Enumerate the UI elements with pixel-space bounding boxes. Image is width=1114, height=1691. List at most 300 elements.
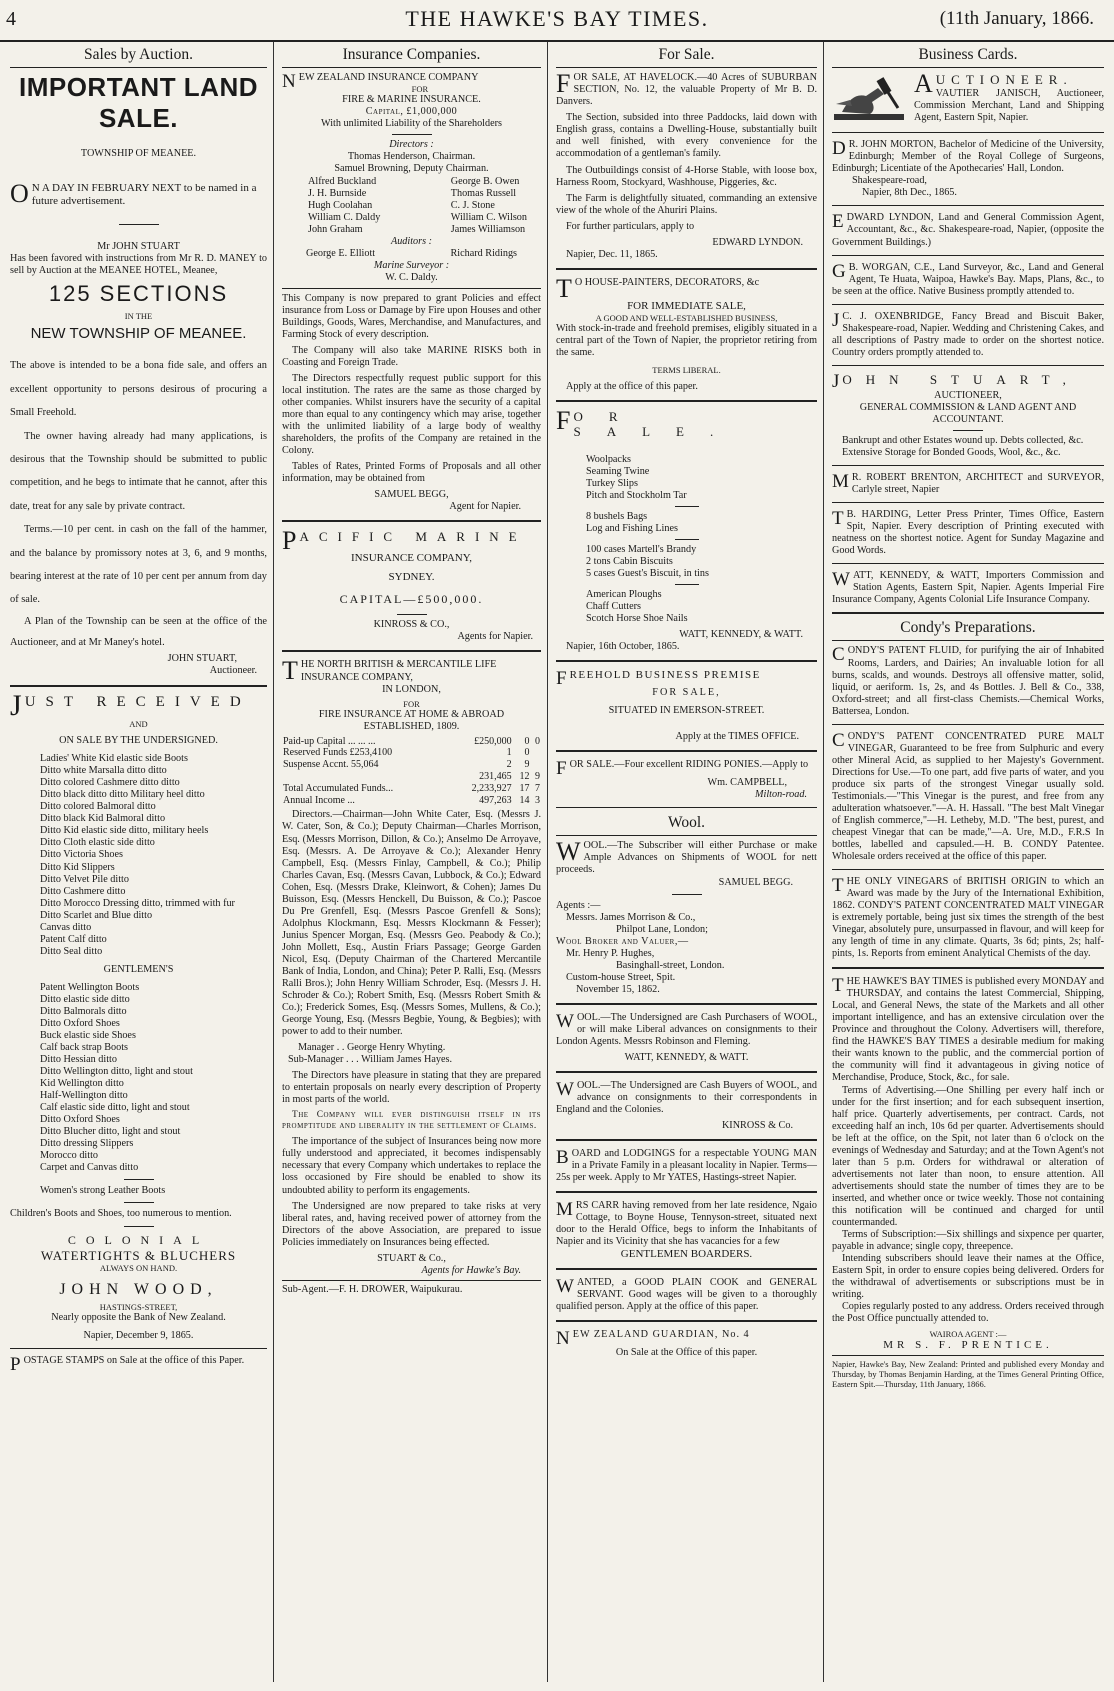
sub-manager: Sub-Manager . . . William James Hayes. [288, 1054, 453, 1066]
table-cell [531, 759, 542, 771]
copies: Copies regularly posted to any address. Orders received through the Post Office punctually attended to. [832, 1301, 1104, 1325]
para-3: Terms.—10 per cent. in cash on the fall of the hammer, and the balance by promissory notes at 3, 6, and 9 months, bearing interest at the rate of 10 per cent per annum from day of sale. [10, 524, 267, 606]
wanted-text: ANTED, a GOOD PLAIN COOK and GENERAL SERVANT. Good wages will be given to a thoroughly qualified person. Apply at the office of this paper. [556, 1277, 817, 1313]
para-1: Bankrupt and other Estates wound up. Debts collected, &c. [842, 434, 1084, 446]
agent-2: Philpot Lane, London; [616, 923, 708, 935]
immediate: FOR IMMEDIATE SALE, [627, 299, 746, 312]
para-4: Tables of Rates, Printed Forms of Proposals and all other information, may be obtained from [282, 461, 541, 485]
goods-item: American Ploughs [586, 588, 662, 600]
section-heading: Business Cards. [832, 44, 1104, 68]
stuart-card [832, 372, 1104, 459]
wool-kinross-ad [556, 1080, 817, 1132]
fire-line: FIRE INSURANCE AT HOME & ABROAD [318, 708, 505, 720]
intending: Intending subscribers should leave their names at the Office, Eastern Spit, in order to ensure copies being delivered. Orders for the withdrawal of advertisements or subscriptions must be in writing. [832, 1252, 1104, 1301]
brenton-text: R. ROBERT BRENTON, ARCHITECT and SURVEYOR, Carlyle street, Napier [851, 471, 1104, 495]
sections-count: 125 SECTIONS [48, 280, 229, 306]
section-heading: Sales by Auction. [10, 44, 267, 68]
goods-item: Pitch and Stockholm Tar [586, 489, 687, 501]
pacific-marine-ad [282, 526, 541, 643]
signature: Wm. CAMPBELL, [707, 777, 787, 789]
on-sale: On Sale at the Office of this paper. [615, 1347, 758, 1359]
subscription-terms: Terms of Subscription:—Six shillings and sixpence per quarter, payable in advance; single copy, threepence. [832, 1228, 1104, 1252]
fluid-text: ONDY'S PATENT FLUID, for purifying the air of Inhabited Rooms, Larders, and Dairies; An invaluable lotion for all burns, scalds, and wounds. Destroys all offensive matter, solid, liquid, or aeriform. 1s, 2s, and 4s Bottles. J. Bell & Co., 338, Oxford-street; and all first-class Chemists.—Chemical Works, Battersea, London. [832, 645, 1104, 717]
auditor-2: Richard Ridings [450, 247, 517, 259]
hawkes-bay-times-notice [832, 976, 1104, 1389]
drop-cap: J [832, 309, 840, 331]
list-item: Ditto dressing Slippers [40, 1138, 134, 1150]
vinegar-text: ONDY'S PATENT CONCENTRATED PURE MALT VINEGAR, Guaranteed to be free from Sulphuric and every other Mineral Acid, as supplied to her Majesty's Government. Directions for Use.—To one part, add five parts of water, and you produce six parts of the strongest Vinegar usually sold. Testimonials.—"This Vinegar is the purest, and free from any adulteration whatsoever."—A. H. Hassall. "The best Malt Vinegar of English commerce,"—H. Letheby, M.D. "The best, purest, and cheapest Vinegar that can be made,"—A. Ure, M.D., F.R.S In bottles, labelled and capsuled.—H. B. CONDY Patentee. Wholesale orders received at the office of this paper. [832, 730, 1104, 862]
list-item: Ditto Seal ditto [40, 945, 103, 957]
goods-list-1 [556, 454, 817, 502]
agent-6: Custom-house Street, Spit. [566, 971, 676, 983]
auctioneer-title: UCTIONEER. [935, 72, 1073, 88]
signature-role: Auctioneer. [209, 665, 257, 677]
para-3: The Directors respectfully request public support for this local institution. The rates are the same as those charged by other companies. Whilst insurers have the security of a capital more than equal to any contingency which may arise, together with the unlimited liability of a large body of wealthy shareholders, the profits of the Company are retained in the Colony. [282, 372, 541, 457]
imprint: Napier, Hawke's Bay, New Zealand: Printed and published every Monday and Thursday, by Thomas Benjamin Harding, at the Times General Printing Office, Eastern Spit.—Thursday, 11th January, 1866. [832, 1359, 1104, 1390]
drop-cap: D [832, 138, 846, 160]
title: REEHOLD BUSINESS PREMISE [569, 668, 761, 681]
list-item: Kid Wellington ditto [40, 1078, 124, 1090]
list-item: Ditto colored Cashmere ditto ditto [40, 777, 180, 789]
lyndon-text: DWARD LYNDON, Land and General Commission Agent, Accountant, &c., &c. Shakespeare-road, Napier, (opposite the Government Buildings.) [832, 212, 1104, 248]
para-1: This Company is now prepared to grant Policies and effect insurance from Loss or Damage by Fire upon Houses and other Buildings, Goods, Wares, Merchandise, and Manufactures, and Farming Stock of every description. [282, 292, 541, 340]
para-2: Extensive Storage for Bonded Goods, Wool, &c., &c. [842, 446, 1061, 458]
auctioneer-hammer-icon [832, 74, 908, 124]
subtitle: INSURANCE COMPANY, [350, 552, 473, 565]
list-item: Calf back strap Boots [40, 1041, 128, 1053]
list-item: Carpet and Canvas ditto [40, 1162, 139, 1174]
carr-text: RS CARR having removed from her late residence, Ngaio Cottage, to Boyne House, Tennyson-street, situated next door to the Herald Office, begs to inform the Inhabitants of Napier and its Vicinity that she has vacancies for a few [556, 1200, 817, 1248]
wool-begg-ad [556, 837, 817, 995]
just-received-ad [10, 688, 267, 1342]
terms: TERMS LIBERAL. [652, 364, 721, 375]
drop-cap: W [556, 1276, 574, 1298]
director-name: William C. Wilson [450, 211, 527, 223]
city: SYDNEY. [388, 571, 435, 584]
list-item: Morocco ditto [40, 1150, 99, 1162]
established: ESTABLISHED, 1809. [363, 720, 460, 732]
list-item: Patent Wellington Boots [40, 981, 140, 993]
table-cell: 9 [524, 759, 530, 771]
drop-cap: F [556, 758, 567, 780]
guardian-text: EW ZEALAND GUARDIAN, No. 4 [572, 1329, 750, 1341]
wool-watt-ad [556, 1012, 817, 1064]
table-cell: 2,233,927 [471, 782, 512, 794]
issue-date: (11th January, 1866. [939, 8, 1094, 29]
capital: CAPITAL—£500,000. [339, 592, 484, 607]
para-4: For further particulars, apply to [566, 220, 695, 232]
signature: SAMUEL BEGG. [718, 876, 793, 888]
street: HASTINGS-STREET, [99, 1301, 178, 1312]
table-cell: Total Accumulated Funds... [283, 782, 394, 794]
notice-text: HE HAWKE'S BAY TIMES is published every MONDAY and THURSDAY, and contains the latest Commercial, Shipping, Local, and General News, the state of the Markets and all other important intelligence, and has an extensive circulation over the Province and throughout the Colony. Advertisers will, therefore, find the HAWKE'S BAY TIMES a desirable medium for making their wants known to the public, and the commercial portion of the community will find it advantageous in giving notice of Merchandise, Produce, Stock, &c., for sale. [832, 976, 1105, 1084]
situated: SITUATED IN EMERSON-STREET. [608, 704, 765, 716]
agent-1: Messrs. James Morrison & Co., [566, 911, 696, 923]
worgan-text: B. WORGAN, C.E., Land Surveyor, &c., Land and General Agent, Te Huata, Waipoa, Hawke's Bay. Maps, Plans, &c., to be seen at the office. Native Business promptly attended to. [832, 261, 1104, 297]
para-1: The Directors have pleasure in stating that they are prepared to entertain proposals on nearly every description of Property in most parts of the world. [282, 1070, 541, 1106]
drop-cap: E [832, 211, 844, 233]
table-cell [531, 747, 542, 759]
list-item: Ditto white Marsalla ditto ditto [40, 765, 167, 777]
table-row [282, 783, 541, 795]
role: AUCTIONEER, [934, 389, 1002, 401]
list-item: Ditto Wellington ditto, light and stout [40, 1066, 193, 1078]
advertising-terms: Terms of Advertising.—One Shilling per every half inch or under for the first insertion; and for each subsequent insertion, half price. Quarterly advertisements, per contract. Cards, not exceeding half an inch, 10s 6d per quarter. Advertisements should be left at the office, on the Spit, not later than 6 o'clock on the evenings of Wednesday and Saturday; and at the Town Agent's not later than 5 p.m. Orders for withdrawal or alteration of advertisements not later than noon, to ensure attention. All advertisements should state the number of times they are to be inserted, and whether once or twice weekly. Those not containing this notification will be continued and charged for until countermanded. [832, 1084, 1104, 1228]
north-british-ad [282, 656, 541, 1295]
goods-item: Turkey Slips [586, 477, 638, 489]
goods-list-3 [556, 544, 817, 580]
drop-cap: A [914, 69, 933, 99]
drop-cap: W [832, 569, 850, 591]
table-cell: 231,465 [479, 771, 512, 783]
carr-ad [556, 1200, 817, 1261]
goods-item: 2 tons Cabin Biscuits [586, 555, 673, 567]
goods-list-4 [556, 589, 817, 625]
table-cell: 0 [524, 735, 530, 747]
ladies-list [10, 753, 267, 958]
john-wood: JOHN WOOD, [59, 1280, 218, 1298]
para-4: The Undersigned are now prepared to take risks at very liberal rates, and, having received power of attorney from the Directors of the above Association, are prepared to issue Policies immediately on Insurances being effected. [282, 1200, 541, 1248]
signature: KINROSS & Co. [721, 1120, 793, 1131]
table-cell: £250,000 [474, 735, 512, 747]
new-township: NEW TOWNSHIP OF MEANEE. [30, 324, 247, 342]
fire-marine: FIRE & MARINE INSURANCE. [342, 94, 481, 106]
para-2: The Outbuildings consist of 4-Horse Stable, with loose box, Harness Room, Stockyard, Washhouse, Piggeries, &c. [556, 164, 817, 188]
address-2: Napier, 8th Dec., 1865. [862, 187, 957, 199]
agent-7: November 15, 1862. [576, 983, 660, 995]
director-name: Alfred Buckland [308, 175, 377, 187]
address-1: Shakespeare-road, [852, 175, 927, 187]
list-item: Ditto elastic side ditto [40, 993, 130, 1005]
guardian-ad [556, 1329, 817, 1359]
womens-line: Women's strong Leather Boots [40, 1185, 166, 1197]
directors: Directors.—Chairman—John White Cater, Esq. (Messrs J. W. Cater, Son, & Co.); Deputy Chairman—Charles Morrison, Esq. (Messrs Morrison, Dillon, & Co.); Anselmo De Arroyave, Esq. (Messrs. A. De Arroyave & Co.); Alexander Henry Campbell, Esq. (Messrs Finlay, Campbell, & Co.); Philip Charles Cavan, Esq. (Messrs Cavan, Lubbock, & Co.); Edward Cohen, Esq. (Messrs Drake, Kleinwort, & Cohen); James Du Buisson, Esq. (Messrs Henckell, Du Buisson, & Co.); Pascoe Du Pre Grenfell, Esq. (Messrs Pascoe Grenfell & Sons); Adolphus Klockmann, Esq. Messrs Klockmann & Fesser); Junius Spencer Morgan, Esq. (Messrs Geo. Peabody & Co.); John Mollett, Esq., Austin Friars Passage; George Garden Nicol, Esq. (Deputy Chairman of the Chartered Mercantile Bank of India, London, and China); Peter P. Ralli, Esq. (Messrs Ralli Bros.); John Henry William Schroder, Esq. (Messrs J. H. Schroder & Co.); Robert Smith, Esq. (Messrs Robert Smith & Co.); Frederick Somes, Esq. (Messrs Somes, Mullens, & Co.); George Young, Esq. (Messrs Begbie, Young, & Begbies); with power to add to their number. [282, 809, 541, 1037]
table-cell: Paid-up Capital ... ... ... [283, 735, 376, 747]
directors-left [308, 176, 380, 236]
drop-cap: M [556, 1199, 573, 1221]
drop-cap: N [556, 1328, 570, 1350]
list-item: Ditto Cashmere ditto [40, 885, 126, 897]
section-heading: For Sale. [556, 44, 817, 68]
director-name: James Williamson [450, 223, 526, 235]
ponies-text: OR SALE.—Four excellent RIDING PONIES.—Apply to [569, 759, 809, 771]
agent-name: Mr JOHN STUART [97, 240, 180, 252]
only-vinegars-ad [832, 876, 1104, 960]
condys-fluid-ad [832, 645, 1104, 717]
land-sale-title: IMPORTANT LAND SALE. [18, 72, 259, 133]
childrens-line: Children's Boots and Shoes, too numerous to mention. [10, 1208, 232, 1220]
drop-cap: T [282, 656, 298, 686]
drop-cap: G [832, 260, 846, 282]
list-item: Calf elastic side ditto, light and stout [40, 1102, 190, 1114]
agent: KINROSS & CO., [373, 619, 450, 631]
signature: WATT, KENNEDY, & WATT. [624, 1051, 749, 1063]
goods-item: Chaff Cutters [586, 600, 641, 612]
in-the: IN THE [124, 310, 153, 321]
para-1: With stock-in-trade and freehold premises, eligibly situated in a central part of the Town of Napier, the proprietor retiring from the same. [556, 322, 817, 358]
signature-role: Agent for Napier. [449, 501, 521, 513]
condys-heading: Condy's Preparations. [832, 612, 1104, 641]
signature: JOHN STUART, [167, 653, 237, 665]
goods-item: 5 cases Guest's Biscuit, in tins [586, 567, 709, 579]
for: FOR [411, 84, 429, 95]
worgan-card [832, 262, 1104, 298]
lyndon-card [832, 212, 1104, 248]
director-name: J. H. Burnside [308, 187, 367, 199]
oxenbridge-card [832, 311, 1104, 359]
list-item: Ditto black ditto ditto Military heel ditto [40, 789, 205, 801]
drop-cap: C [832, 729, 845, 751]
list-item: Ditto Cloth elastic side ditto [40, 837, 155, 849]
date: Napier, 16th October, 1865. [566, 640, 680, 652]
director-name: William C. Daldy [308, 211, 381, 223]
always-on-hand: ALWAYS ON HAND. [99, 1262, 178, 1273]
agent-4: Mr. Henry P. Hughes, [566, 947, 655, 959]
nearly: Nearly opposite the Bank of New Zealand. [51, 1311, 226, 1323]
surveyor-label: Marine Surveyor : [373, 259, 450, 271]
goods-item: Woolpacks [586, 453, 632, 465]
board-text: OARD and LODGINGS for a respectable YOUNG MAN in a Private Family in a pleasant locality in Napier. Terms—25s per week. Apply to Mr YATES, Hastings-street Napier. [556, 1148, 817, 1184]
drop-cap: T [556, 273, 572, 303]
gentlemen-boarders: GENTLEMEN BOARDERS. [620, 1248, 753, 1261]
manager: Manager . . George Henry Whyting. [298, 1042, 446, 1054]
table-cell [282, 771, 450, 783]
signature: WATT, KENNEDY, & WATT. [679, 628, 803, 640]
directors-label: Directors : [389, 139, 434, 151]
on-sale-line: ON SALE BY THE UNDERSIGNED. [59, 735, 218, 747]
harding-text: B. HARDING, Letter Press Printer, Times Office, Eastern Spit, Napier. Every description of Printing executed with neatness on the shortest notice. Agent for Sunday Magazine and Good Words. [832, 508, 1104, 557]
havelock-text: OR SALE, AT HAVELOCK.—40 Acres of SUBURBAN SECTION, No. 12, the valuable Property of Mr B. D. Danvers. [556, 72, 817, 108]
masthead [0, 0, 1114, 42]
nb-title: HE NORTH BRITISH & MERCANTILE LIFE INSURANCE COMPANY, [300, 659, 497, 683]
table-row [282, 736, 541, 748]
condys-vinegar-ad [832, 731, 1104, 863]
list-item: Ditto Victoria Shoes [40, 849, 123, 861]
watt-text: ATT, KENNEDY, & WATT, Importers Commission and Station Agents, Eastern Spit, Napier. Agents Imperial Fire Insurance Company, Agents Colonial Life Insurance Company. [832, 570, 1104, 606]
morton-text: R. JOHN MORTON, Bachelor of Medicine of the University, Edinburgh; Member of the Royal College of Surgeons, Edinburgh; Licentiate of the Apothecaries' Hall, London. [832, 139, 1104, 175]
director-name: John Graham [308, 223, 363, 235]
sale-day: N A DAY IN FEBRUARY NEXT to be named in a future advertisement. [31, 181, 257, 207]
colonial: COLONIAL [67, 1233, 210, 1248]
role: Agents for Napier. [457, 631, 533, 643]
drop-cap: M [832, 470, 849, 492]
table-cell: Reserved Funds £253,4100 [283, 747, 393, 759]
list-item: Canvas ditto [40, 921, 92, 933]
for: FOR [403, 698, 420, 709]
wairoa-agent: MR S. F. PRENTICE. [883, 1339, 1053, 1352]
drop-cap: P [10, 1353, 21, 1375]
agent-3: Wool Broker and Valuer,— [556, 935, 689, 947]
auditors-label: Auditors : [390, 235, 433, 247]
drop-cap: N [282, 71, 296, 93]
newspaper-title: THE HAWKE'S BAY TIMES. [405, 6, 709, 31]
goods-item: 8 bushels Bags [586, 510, 648, 522]
pacific-title: ACIFIC MARINE [299, 529, 527, 545]
drop-cap: F [556, 69, 571, 99]
instructions: Has been favored with instructions from Mr R. D. MANEY to sell by Auction at the MEANEE HOTEL, Meanee, [10, 252, 267, 276]
table-cell: 0 [524, 747, 530, 759]
table-cell: 12 [519, 771, 530, 783]
agents: Agents :— [556, 899, 601, 911]
goods-list-2 [556, 511, 817, 535]
para-1: The Section, subsided into three Paddocks, laid down with English grass, contains a Dwelling-House, substantially built and well finished, with every convenience for the accommodation of a gentleman's family. [556, 112, 817, 160]
gentlemens-list [10, 982, 267, 1175]
list-item: Ditto Morocco Dressing ditto, trimmed with fur [40, 897, 235, 909]
goods-item: Log and Fishing Lines [586, 522, 678, 534]
table-row [282, 759, 541, 771]
drop-cap: O [10, 178, 29, 208]
table-cell: 14 [519, 794, 530, 806]
list-item: Ditto Velvet Pile ditto [40, 873, 129, 885]
para-2: The Company will ever distinguish itself in its promptitude and liberality in the settlement of Claims. [282, 1110, 541, 1132]
only-text: HE ONLY VINEGARS of BRITISH ORIGIN to which an Award was made by the Jury of the International Exhibition, 1862. CONDY'S PATENT CONCENTRATED MALT VINEGAR is extremely portable, being just six times the strength of the best Vinegar, absolutely pure, unsurpassed in flavour, and will keep for any length of time in any climate. Quarts, 3s 6d; pints, 2s; half-pints, 1s. Reports from eminent Analytical Chemists of the day. [832, 876, 1104, 960]
list-item: Half-Wellington ditto [40, 1090, 128, 1102]
director-name: George B. Owen [450, 175, 520, 187]
just-received-title: UST RECEIVED [24, 693, 251, 710]
stuart-title: OHN STUART, [842, 371, 1080, 387]
list-item: Ditto Kid elastic side ditto, military heels [40, 825, 209, 837]
postage-ad [10, 1353, 267, 1375]
for-sale: FOR SALE, [652, 686, 721, 698]
column-sales-by-auction [4, 42, 274, 1682]
postage-text: OSTAGE STAMPS on Sale at the office of this Paper. [23, 1354, 245, 1366]
harding-card [832, 509, 1104, 557]
goods-item: Seaming Twine [586, 465, 650, 477]
goods-item: Scotch Horse Shoe Nails [586, 612, 688, 624]
board-ad [556, 1148, 817, 1184]
agent-5: Basinghall-street, London. [616, 959, 725, 971]
havelock-ad [556, 69, 817, 260]
date: Napier, Dec. 11, 1865. [566, 248, 658, 260]
section-heading: Insurance Companies. [282, 44, 541, 68]
table-cell: 0 [535, 735, 540, 747]
date: Napier, December 9, 1865. [83, 1329, 194, 1341]
list-item: Ditto Kid Slippers [40, 861, 115, 873]
chairman: Thomas Henderson, Chairman. [347, 151, 476, 163]
director-name: Hugh Coolahan [308, 199, 373, 211]
london: IN LONDON, [382, 683, 441, 695]
list-item: Ditto Oxford Shoes [40, 1114, 120, 1126]
column-business-cards [826, 42, 1110, 1682]
table-cell: Annual Income ... [283, 794, 355, 806]
title: OR SALE. [573, 408, 740, 440]
role: Agents for Hawke's Bay. [421, 1264, 521, 1276]
watt-card [832, 570, 1104, 606]
wairoa-agent-label: WAIROA AGENT :— [929, 1329, 1007, 1340]
director-name: C. J. Stone [450, 199, 495, 211]
general: GENERAL COMMISSION & LAND AGENT AND ACCOUNTANT. [859, 401, 1077, 425]
sub-agent: Sub-Agent.—F. H. DROWER, Waipukurau. [282, 1283, 463, 1295]
table-cell: Suspense Accnt. 55,064 [283, 759, 379, 771]
auditor-1: George E. Elliott [306, 247, 376, 259]
wool-text: OOL.—The Undersigned are Cash Purchasers of WOOL, or will make Liberal advances on consignments to their London Agents. Messrs Robinson and Fleming. [556, 1011, 817, 1047]
oxenbridge-text: C. J. OXENBRIDGE, Fancy Bread and Biscuit Baker, Shakespeare-road, Napier. Wedding and Christening Cakes, and all descriptions of Pastry made to order on the shortest notice. Country orders promptly attended to. [832, 310, 1104, 358]
wool-heading: Wool. [556, 807, 817, 836]
list-item: Ditto Balmorals ditto [40, 1005, 127, 1017]
signature: EDWARD LYNDON. [712, 236, 803, 248]
gentlemens-heading: GENTLEMEN'S [103, 963, 174, 975]
watertights: WATERTIGHTS & BLUCHERS [40, 1247, 237, 1263]
list-item: Patent Calf ditto [40, 933, 107, 945]
painters-title: O HOUSE-PAINTERS, DECORATORS, &c [574, 276, 760, 288]
apply: Apply at the TIMES OFFICE. [675, 731, 799, 742]
address: Milton-road. [755, 789, 807, 801]
list-item: Ditto Oxford Shoes [40, 1017, 120, 1029]
auctioneer-card [832, 69, 1104, 126]
drop-cap: J [10, 688, 22, 722]
for-sale-goods-ad [556, 405, 817, 653]
column-insurance [276, 42, 548, 1682]
directors-right [451, 176, 527, 236]
drop-cap: J [832, 370, 840, 392]
list-item: Ladies' White Kid elastic side Boots [40, 753, 188, 765]
painters-ad [556, 273, 817, 393]
ponies-ad [556, 759, 817, 801]
drop-cap: W [556, 837, 581, 867]
table-cell: 2 [506, 759, 512, 771]
wool-text: OOL.—The Undersigned are Cash Buyers of WOOL, and advance on consignments to their correspondents in England and the Colonies. [556, 1079, 817, 1115]
director-name: Thomas Russell [450, 187, 517, 199]
table-row [282, 795, 541, 807]
table-row [282, 747, 541, 759]
morton-card [832, 139, 1104, 199]
signature: SAMUEL BEGG, [374, 489, 449, 501]
drop-cap: T [832, 975, 844, 997]
freehold-ad [556, 669, 817, 743]
para-3: The Farm is delightfully situated, commanding an extensive view of the whole of the Ahuriri Plains. [556, 192, 817, 216]
table-cell: 497,263 [479, 794, 512, 806]
good-business: A GOOD AND WELL-ESTABLISHED BUSINESS, [595, 312, 778, 323]
signature: STUART & Co., [377, 1252, 446, 1264]
drop-cap: F [556, 405, 571, 435]
list-item: Ditto Scarlet and Blue ditto [40, 909, 153, 921]
list-item: Ditto Hessian ditto [40, 1053, 117, 1065]
nz-title: EW ZEALAND INSURANCE COMPANY [298, 72, 479, 84]
table-cell: 3 [535, 794, 540, 806]
para-3: The importance of the subject of Insurances being now more fully understood and appreciated, it becomes indispensably necessary that every Company which undertakes to replace the loss occasioned by Fire should be enabled to show its undoubted ability to perform its engagements. [282, 1136, 541, 1196]
drop-cap: W [556, 1010, 574, 1032]
township-line: TOWNSHIP OF MEANEE. [80, 147, 197, 159]
drop-cap: F [556, 667, 567, 689]
list-item: Ditto colored Balmoral ditto [40, 801, 156, 813]
table-cell: 1 [506, 747, 512, 759]
funds-table [282, 736, 541, 807]
nz-insurance-ad [282, 72, 541, 513]
list-item: Buck elastic side Shoes [40, 1029, 136, 1041]
auctioneer-text: VAUTIER JANISCH, Auctioneer, Commission Merchant, Land and Shipping Agent, Eastern Spit, Napier. [914, 87, 1104, 123]
page-number: 4 [6, 8, 16, 30]
para-1: The above is intended to be a bona fide sale, and offers an excellent opportunity to persons desirous of procuring a Small Freehold. [10, 360, 267, 419]
column-for-sale [550, 42, 824, 1682]
list-item: Ditto black Kid Balmoral ditto [40, 813, 166, 825]
drop-cap: T [832, 875, 844, 896]
drop-cap: T [832, 507, 844, 529]
table-cell: 9 [535, 771, 540, 783]
para-2: The Company will also take MARINE RISKS both in Coasting and Foreign Trade. [282, 344, 541, 368]
table-row [282, 771, 541, 783]
wanted-ad [556, 1277, 817, 1313]
capital: Capital, £1,000,000 [365, 106, 458, 118]
goods-item: 100 cases Martell's Brandy [586, 543, 697, 555]
table-cell: 17 [519, 782, 530, 794]
brenton-card [832, 472, 1104, 496]
and-line: AND [129, 719, 148, 730]
para-4: A Plan of the Township can be seen at the office of the Auctioneer, and at Mr Maney's hotel. [10, 615, 267, 648]
list-item: Ditto Blucher ditto, light and stout [40, 1126, 181, 1138]
deputy: Samuel Browning, Deputy Chairman. [334, 163, 489, 175]
surveyor: W. C. Daldy. [385, 271, 438, 283]
para-2: The owner having already had many applications, is desirous that the Township should be submitted to public competition, and he begs to intimate that he cannot, after this date, treat for any sale by private contract. [10, 430, 267, 512]
